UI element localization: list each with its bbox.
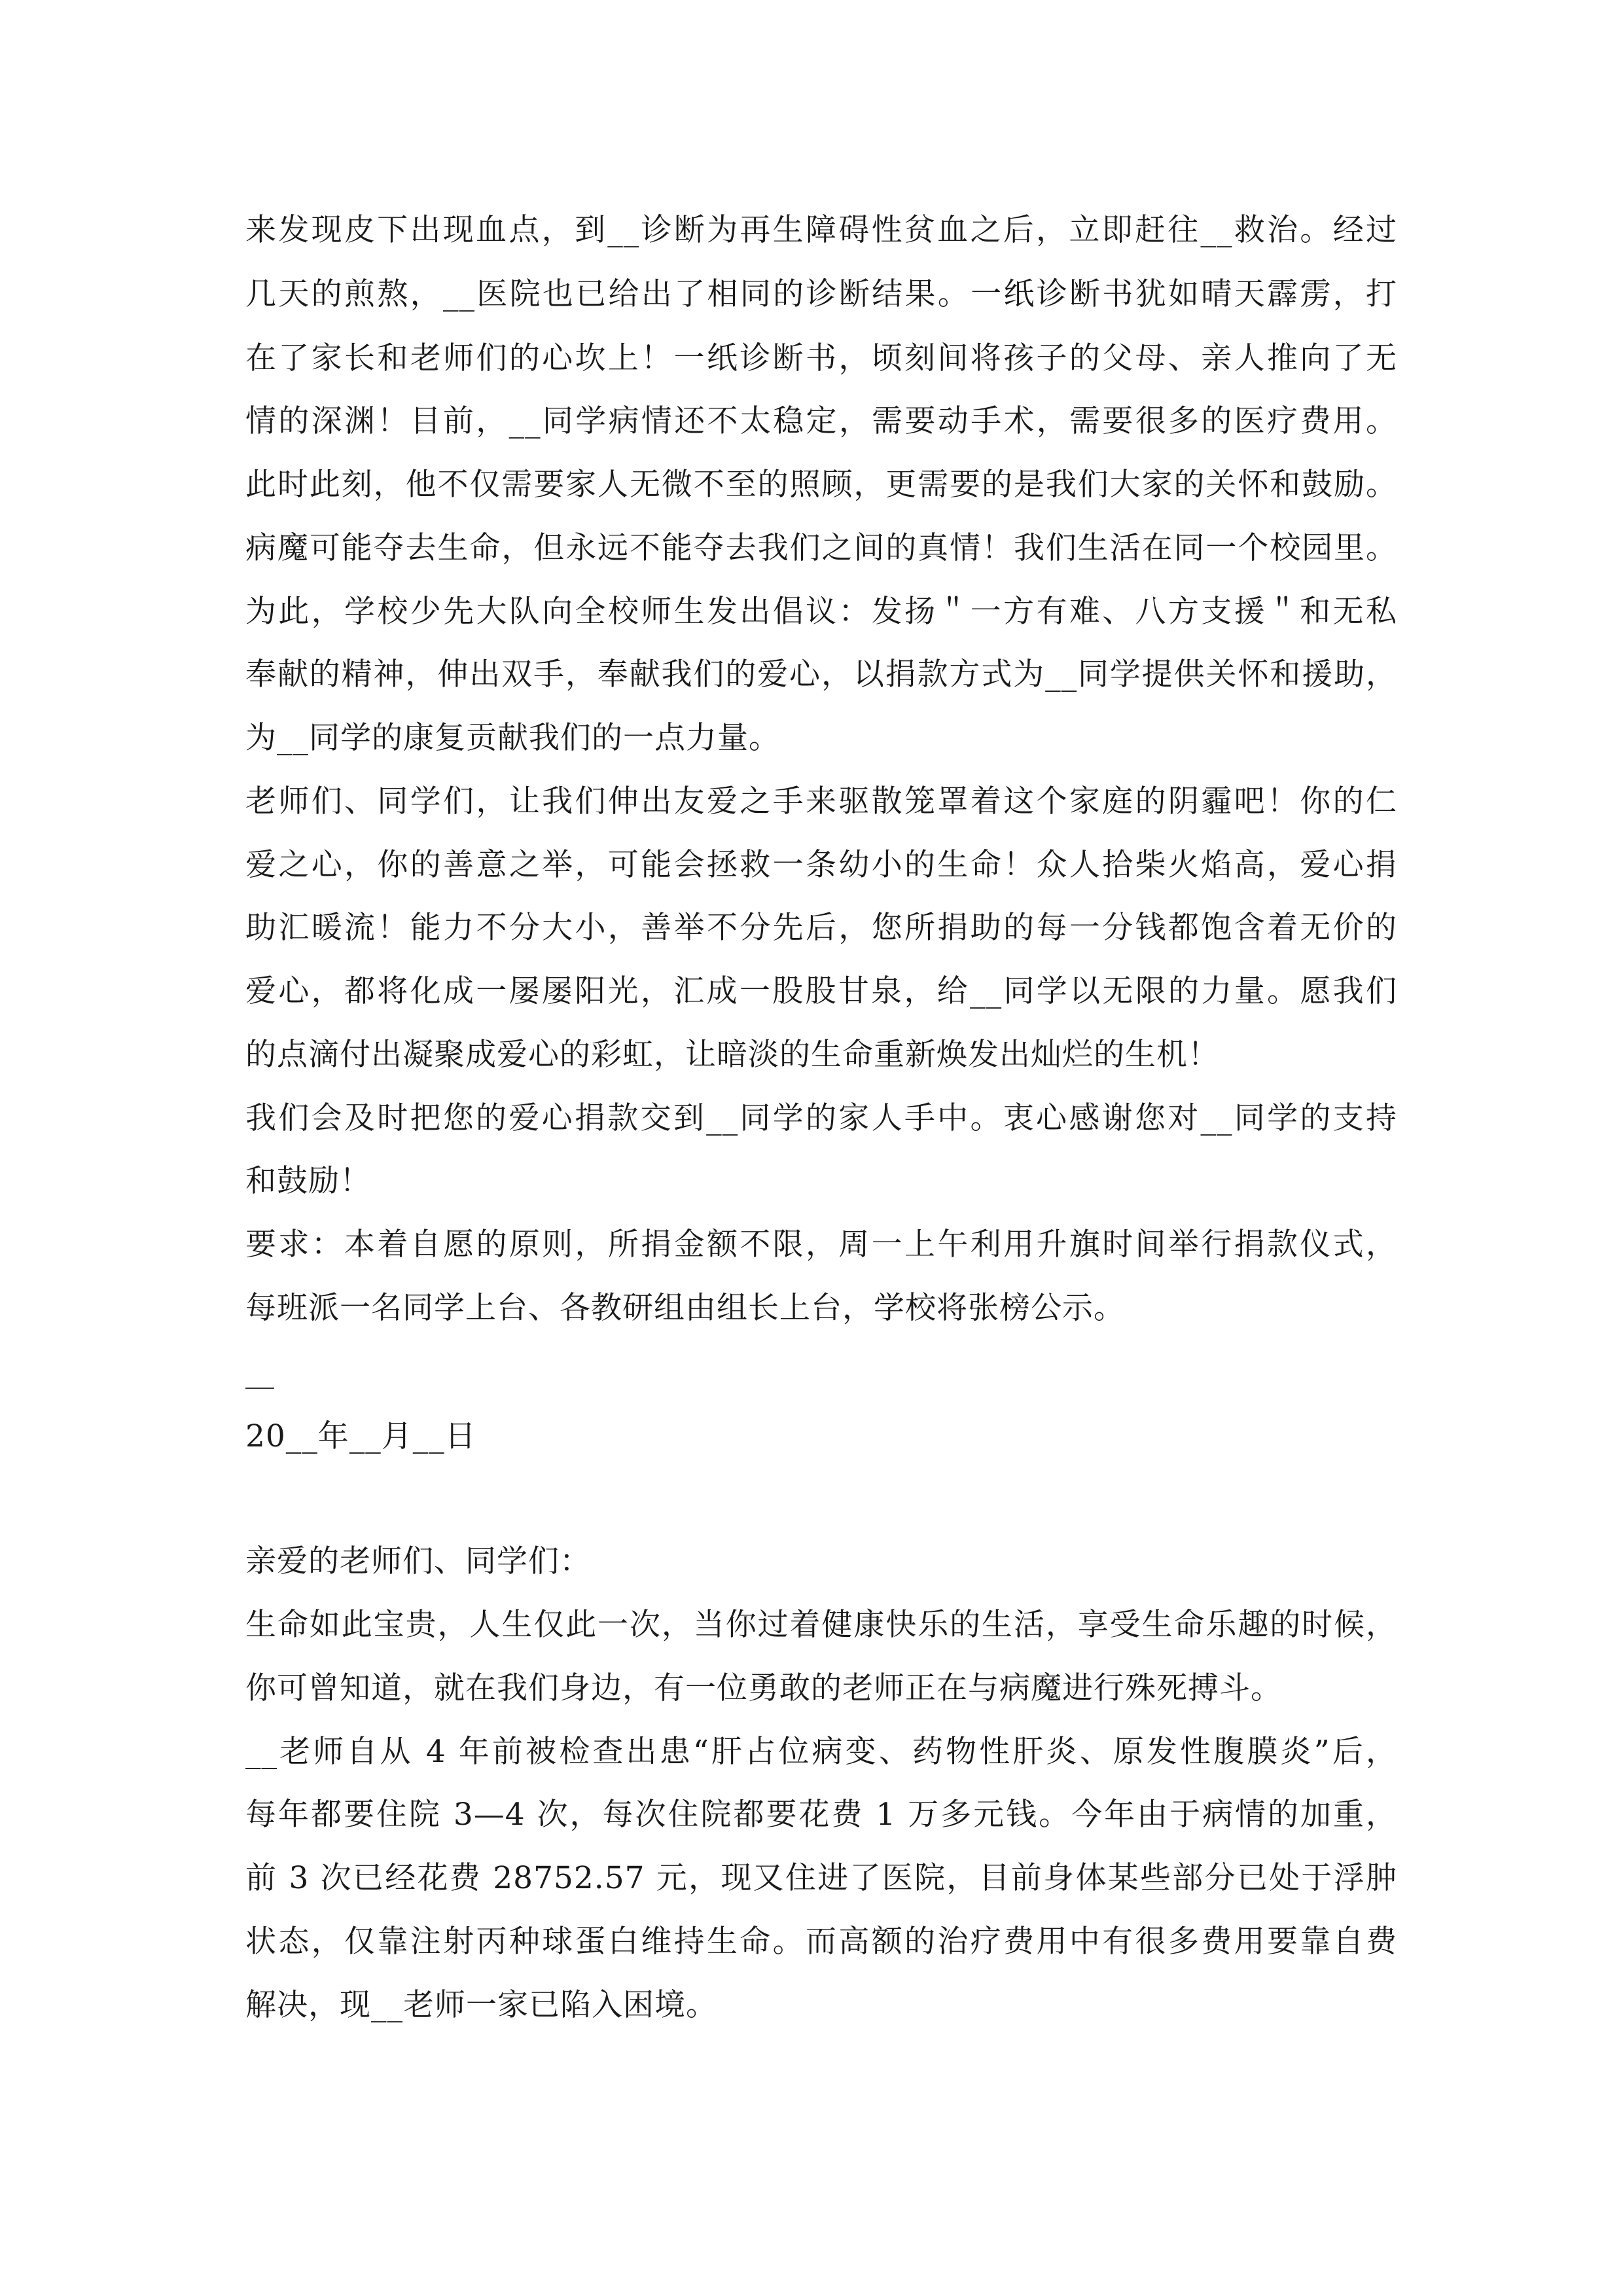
paragraph-line: 每班派一名同学上台、各教研组由组长上台，学校将张榜公示。 bbox=[245, 1290, 1125, 1326]
paragraph-line: __老师自从 4 年前被检查出患“肝占位病变、药物性肝炎、原发性腹膜炎”后， bbox=[245, 1734, 1397, 1770]
paragraph-line: 此时此刻，他不仅需要家人无微不至的照顾，更需要的是我们大家的关怀和鼓励。 bbox=[245, 467, 1397, 503]
paragraph-line: 解决，现__老师一家已陷入困境。 bbox=[245, 1987, 717, 2023]
paragraph-line: 为__同学的康复贡献我们的一点力量。 bbox=[245, 720, 780, 756]
paragraph-line: 我们会及时把您的爱心捐款交到__同学的家人手中。衷心感谢您对__同学的支持 bbox=[245, 1100, 1397, 1136]
paragraph-line: 要求：本着自愿的原则，所捐金额不限，周一上午利用升旗时间举行捐款仪式， bbox=[245, 1227, 1397, 1263]
paragraph-line: 状态，仅靠注射丙种球蛋白维持生命。而高额的治疗费用中有很多费用要靠自费 bbox=[245, 1924, 1397, 1960]
paragraph-line: 来发现皮下出现血点，到__诊断为再生障碍性贫血之后，立即赶往__救治。经过 bbox=[245, 212, 1397, 248]
paragraph-line: 你可曾知道，就在我们身边，有一位勇敢的老师正在与病魔进行殊死搏斗。 bbox=[245, 1670, 1282, 1706]
paragraph-line: 生命如此宝贵，人生仅此一次，当你过着健康快乐的生活，享受生命乐趣的时候， bbox=[245, 1607, 1397, 1643]
paragraph-line: 前 3 次已经花费 28752.57 元，现又住进了医院，目前身体某些部分已处于浮肿 bbox=[245, 1860, 1397, 1896]
greeting-line: 亲爱的老师们、同学们： bbox=[245, 1543, 591, 1579]
date-line: 20__年__月__日 bbox=[245, 1418, 476, 1454]
paragraph-line: 情的深渊！目前，__同学病情还不太稳定，需要动手术，需要很多的医疗费用。 bbox=[245, 403, 1397, 439]
signature-blank bbox=[245, 1388, 274, 1389]
paragraph-line: 为此，学校少先大队向全校师生发出倡议：发扬＂一方有难、八方支援＂和无私 bbox=[245, 594, 1397, 630]
paragraph-line: 和鼓励！ bbox=[245, 1163, 371, 1199]
paragraph-line: 奉献的精神，伸出双手，奉献我们的爱心，以捐款方式为__同学提供关怀和援助， bbox=[245, 656, 1397, 692]
paragraph-line: 助汇暖流！能力不分大小，善举不分先后，您所捐助的每一分钱都饱含着无价的 bbox=[245, 910, 1397, 946]
paragraph-line: 在了家长和老师们的心坎上！一纸诊断书，顷刻间将孩子的父母、亲人推向了无 bbox=[245, 340, 1397, 376]
paragraph-line: 的点滴付出凝聚成爱心的彩虹，让暗淡的生命重新焕发出灿烂的生机！ bbox=[245, 1037, 1219, 1073]
paragraph-line: 老师们、同学们，让我们伸出友爱之手来驱散笼罩着这个家庭的阴霾吧！你的仁 bbox=[245, 783, 1397, 819]
paragraph-line: 爱之心，你的善意之举，可能会拯救一条幼小的生命！众人拾柴火焰高，爱心捐 bbox=[245, 847, 1397, 883]
paragraph-line: 病魔可能夺去生命，但永远不能夺去我们之间的真情！我们生活在同一个校园里。 bbox=[245, 530, 1397, 566]
paragraph-line: 几天的煎熬，__医院也已给出了相同的诊断结果。一纸诊断书犹如晴天霹雳，打 bbox=[245, 276, 1397, 312]
paragraph-line: 爱心，都将化成一屡屡阳光，汇成一股股甘泉，给__同学以无限的力量。愿我们 bbox=[245, 973, 1397, 1009]
paragraph-line: 每年都要住院 3—4 次，每次住院都要花费 1 万多元钱。今年由于病情的加重， bbox=[245, 1797, 1397, 1833]
